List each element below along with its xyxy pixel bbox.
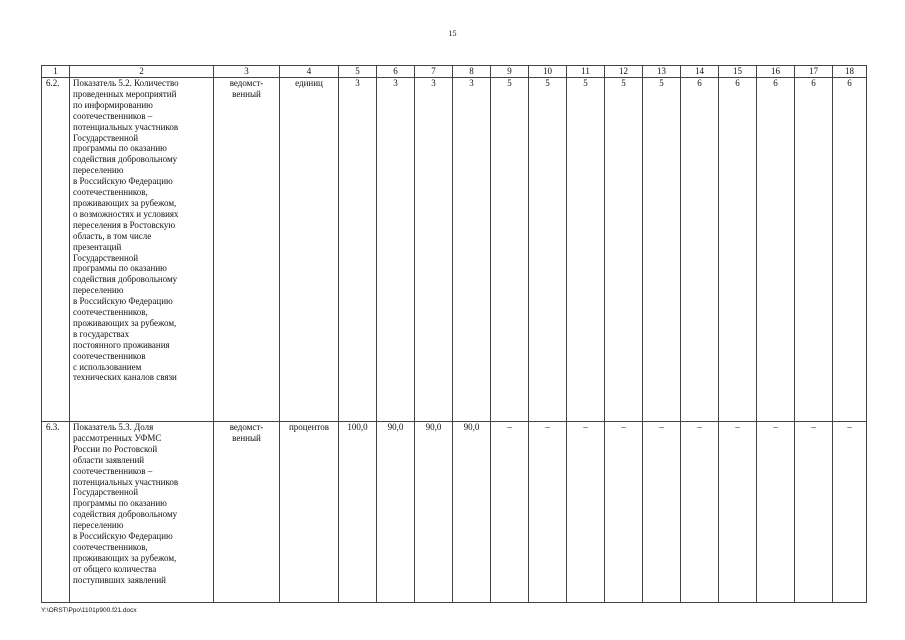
- description-line: соотечественников,: [73, 187, 148, 198]
- value-cell: –: [567, 422, 605, 603]
- description-line: Показатель 5.3. Доля: [73, 422, 154, 432]
- indicator-type: [214, 422, 280, 603]
- description-line: соотечественников –: [73, 110, 153, 121]
- description-line: России по Ростовской: [73, 443, 158, 454]
- type-line: венный: [232, 88, 261, 99]
- value-cell: –: [529, 422, 567, 603]
- value-cell: 100,0: [339, 422, 377, 603]
- value-cell: 5: [491, 78, 529, 422]
- header-cell: 10: [529, 66, 567, 78]
- description-line: содействия добровольному: [73, 154, 178, 165]
- description-line: соотечественников,: [73, 541, 148, 552]
- value-cell: 6: [795, 78, 833, 422]
- description-line: области заявлений: [73, 454, 145, 465]
- description-line: Государственной: [73, 487, 139, 498]
- description-line: соотечественников,: [73, 307, 148, 318]
- description-line: переселению: [73, 165, 124, 176]
- value-cell: 6: [757, 78, 795, 422]
- description-line: постоянного проживания: [73, 339, 170, 350]
- description-line: по информированию: [73, 99, 153, 110]
- value-cell: 6: [719, 78, 757, 422]
- description-line: проведенных мероприятий: [73, 88, 177, 99]
- value-cell: –: [643, 422, 681, 603]
- header-cell: 15: [719, 66, 757, 78]
- value-cell: 5: [643, 78, 681, 422]
- description-line: содействия добровольному: [73, 509, 178, 520]
- header-row: [42, 66, 867, 78]
- value-cell: –: [833, 422, 867, 603]
- description-line: потенциальных участников: [73, 121, 179, 132]
- type-line: ведомст-: [229, 78, 264, 88]
- description-line: с использованием: [73, 361, 142, 372]
- header-cell: 17: [795, 66, 833, 78]
- description-line: презентаций: [73, 241, 122, 252]
- table-row: [42, 78, 867, 422]
- description-line: переселения в Ростовскую: [73, 219, 176, 230]
- value-cell: 90,0: [415, 422, 453, 603]
- page-number: 15: [448, 29, 457, 38]
- value-cell: 3: [377, 78, 415, 422]
- description-line: в Российскую Федерацию: [73, 531, 173, 542]
- description-line: соотечественников: [73, 350, 146, 361]
- table-row: [42, 422, 867, 603]
- description-line: переселению: [73, 520, 124, 531]
- description-line: проживающих за рубежом,: [73, 552, 177, 563]
- header-cell: 9: [491, 66, 529, 78]
- description-line: область, в том числе: [73, 230, 152, 241]
- header-cell: 11: [567, 66, 605, 78]
- description-line: Государственной: [73, 132, 139, 143]
- value-cell: –: [681, 422, 719, 603]
- value-cell: –: [757, 422, 795, 603]
- header-cell: 4: [280, 66, 339, 78]
- value-cell: 5: [529, 78, 567, 422]
- description-line: о возможностях и условиях: [73, 208, 179, 219]
- description-line: поступивших заявлений: [73, 574, 166, 585]
- header-cell: 16: [757, 66, 795, 78]
- unit-cell: единиц: [280, 78, 339, 422]
- row-number: 6.2.: [42, 78, 70, 422]
- header-cell: 5: [339, 66, 377, 78]
- file-path-footer: Y:\ORST\Ppo\1101p900.f21.docx: [41, 607, 137, 614]
- header-cell: 18: [833, 66, 867, 78]
- description-line: проживающих за рубежом,: [73, 197, 177, 208]
- type-line: ведомст-: [229, 422, 264, 432]
- description-line: Государственной: [73, 252, 139, 263]
- description-line: проживающих за рубежом,: [73, 317, 177, 328]
- header-cell: 7: [415, 66, 453, 78]
- indicator-description: [70, 422, 214, 603]
- description-line: потенциальных участников: [73, 476, 179, 487]
- value-cell: 6: [681, 78, 719, 422]
- description-line: программы по оказанию: [73, 143, 167, 154]
- description-line: Показатель 5.2. Количество: [73, 78, 179, 88]
- indicator-type: [214, 78, 280, 422]
- value-cell: 5: [567, 78, 605, 422]
- header-cell: 1: [42, 66, 70, 78]
- indicator-description: [70, 78, 214, 422]
- header-cell: 3: [214, 66, 280, 78]
- header-cell: 6: [377, 66, 415, 78]
- unit-cell: процентов: [280, 422, 339, 603]
- value-cell: –: [491, 422, 529, 603]
- value-cell: 3: [415, 78, 453, 422]
- description-line: переселению: [73, 285, 124, 296]
- value-cell: 90,0: [377, 422, 415, 603]
- value-cell: 6: [833, 78, 867, 422]
- description-line: технических каналов связи: [73, 372, 177, 383]
- description-line: в государствах: [73, 328, 130, 339]
- value-cell: 3: [453, 78, 491, 422]
- description-line: в Российскую Федерацию: [73, 296, 173, 307]
- header-cell: 12: [605, 66, 643, 78]
- value-cell: –: [795, 422, 833, 603]
- header-cell: 14: [681, 66, 719, 78]
- indicators-table: [41, 65, 867, 603]
- description-line: от общего количества: [73, 563, 157, 574]
- header-cell: 13: [643, 66, 681, 78]
- value-cell: –: [605, 422, 643, 603]
- description-line: в Российскую Федерацию: [73, 176, 173, 187]
- description-line: программы по оказанию: [73, 263, 167, 274]
- description-line: соотечественников –: [73, 465, 153, 476]
- row-number: 6.3.: [42, 422, 70, 603]
- description-line: содействия добровольному: [73, 274, 178, 285]
- header-cell: 2: [70, 66, 214, 78]
- value-cell: 5: [605, 78, 643, 422]
- value-cell: 90,0: [453, 422, 491, 603]
- description-line: программы по оказанию: [73, 498, 167, 509]
- description-line: рассмотренных УФМС: [73, 432, 162, 443]
- value-cell: 3: [339, 78, 377, 422]
- header-cell: 8: [453, 66, 491, 78]
- value-cell: –: [719, 422, 757, 603]
- type-line: венный: [232, 432, 261, 443]
